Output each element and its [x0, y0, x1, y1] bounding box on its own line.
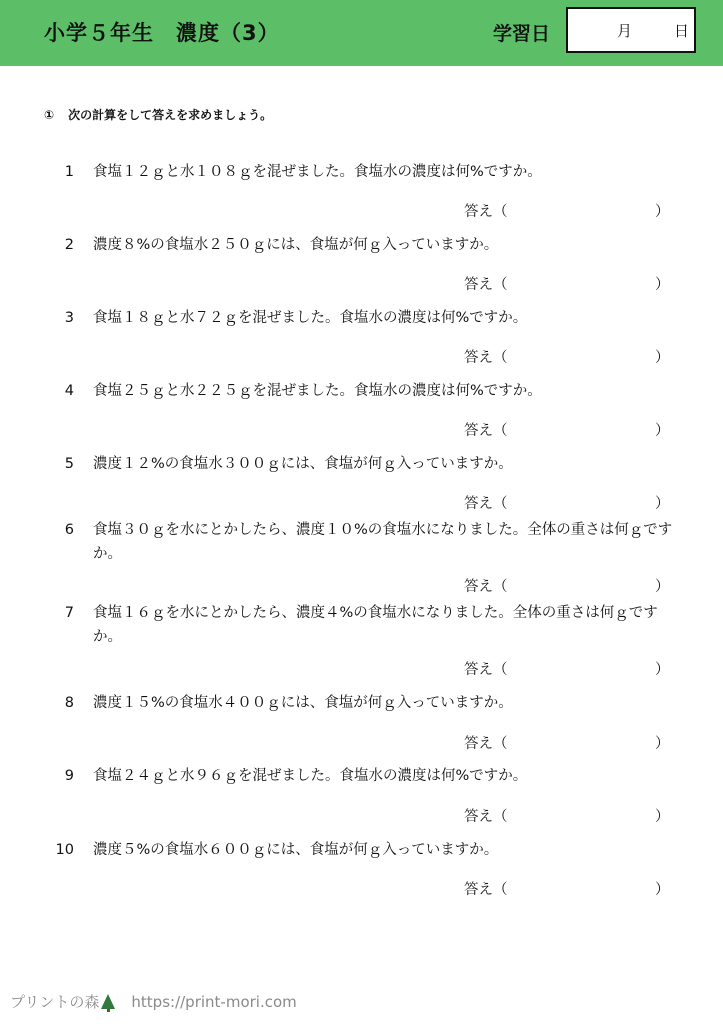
answer-field[interactable] — [464, 273, 670, 294]
instruction-text: 次の計算をして答えを求めましょう。 — [68, 108, 273, 122]
header-bar — [0, 0, 723, 66]
problem-text: 濃度５%の食塩水６００ｇには、食塩が何ｇ入っていますか。 — [93, 842, 499, 858]
answer-label: 答え（ — [464, 662, 508, 678]
instruction — [44, 106, 272, 123]
answer-field[interactable] — [464, 575, 670, 596]
answer-label: 答え（ — [464, 350, 508, 366]
problem-number: 5 — [64, 456, 74, 472]
problem-text: 食塩１６ｇを水にとかしたら、濃度４%の食塩水になりました。全体の重さは何ｇですか。 — [93, 605, 658, 645]
answer-field[interactable] — [464, 346, 670, 367]
site-url-link[interactable]: https://print-mori.com — [131, 993, 297, 1011]
footer — [10, 991, 297, 1012]
answer-field[interactable] — [464, 878, 670, 899]
answer-close: ） — [655, 277, 670, 293]
problem-number: 7 — [64, 605, 74, 621]
problem-number: 1 — [64, 164, 74, 180]
site-name: プリントの森 — [10, 993, 100, 1011]
problem-number: 10 — [55, 842, 74, 858]
problem-number: 3 — [64, 310, 74, 326]
problem-number: 9 — [64, 768, 74, 784]
answer-close: ） — [655, 736, 670, 752]
answer-label: 答え（ — [464, 579, 508, 595]
instruction-number: ① — [44, 108, 55, 122]
answer-label: 答え（ — [464, 736, 508, 752]
answer-label: 答え（ — [464, 204, 508, 220]
answer-label: 答え（ — [464, 423, 508, 439]
answer-close: ） — [655, 662, 670, 678]
answer-close: ） — [655, 809, 670, 825]
problem-text: 食塩２４ｇと水９６ｇを混ぜました。食塩水の濃度は何%ですか。 — [93, 768, 528, 784]
problem-text: 濃度１５%の食塩水４００ｇには、食塩が何ｇ入っていますか。 — [93, 695, 513, 711]
problem-text: 食塩１８ｇと水７２ｇを混ぜました。食塩水の濃度は何%ですか。 — [93, 310, 528, 326]
answer-field[interactable] — [464, 732, 670, 753]
answer-label: 答え（ — [464, 496, 508, 512]
answer-field[interactable] — [464, 200, 670, 221]
problem-number: 4 — [64, 383, 74, 399]
answer-close: ） — [655, 350, 670, 366]
answer-field[interactable] — [464, 492, 670, 513]
answer-field[interactable] — [464, 805, 670, 826]
study-date-label: 学習日 — [493, 23, 551, 45]
answer-close: ） — [655, 423, 670, 439]
answer-close: ） — [655, 204, 670, 220]
answer-field[interactable] — [464, 658, 670, 679]
answer-close: ） — [655, 882, 670, 898]
problem-number: 6 — [64, 522, 74, 538]
problem-text: 濃度１２%の食塩水３００ｇには、食塩が何ｇ入っていますか。 — [93, 456, 513, 472]
problem-text: 濃度８%の食塩水２５０ｇには、食塩が何ｇ入っていますか。 — [93, 237, 499, 253]
page-title: 小学５年生 濃度（3） — [44, 21, 280, 45]
problem-number: 8 — [64, 695, 74, 711]
study-date-box[interactable] — [566, 7, 696, 53]
answer-label: 答え（ — [464, 277, 508, 293]
answer-close: ） — [655, 579, 670, 595]
answer-field[interactable] — [464, 419, 670, 440]
answer-label: 答え（ — [464, 809, 508, 825]
problem-text: 食塩２５ｇと水２２５ｇを混ぜました。食塩水の濃度は何%ですか。 — [93, 383, 542, 399]
date-day-label: 日 — [674, 22, 690, 40]
problem-text: 食塩３０ｇを水にとかしたら、濃度１０%の食塩水になりました。全体の重さは何ｇですか。 — [93, 522, 673, 562]
answer-close: ） — [655, 496, 670, 512]
date-month-label: 月 — [617, 22, 633, 40]
problem-text: 食塩１２ｇと水１０８ｇを混ぜました。食塩水の濃度は何%ですか。 — [93, 164, 542, 180]
tree-icon — [101, 994, 115, 1009]
answer-label: 答え（ — [464, 882, 508, 898]
problem-number: 2 — [64, 237, 74, 253]
